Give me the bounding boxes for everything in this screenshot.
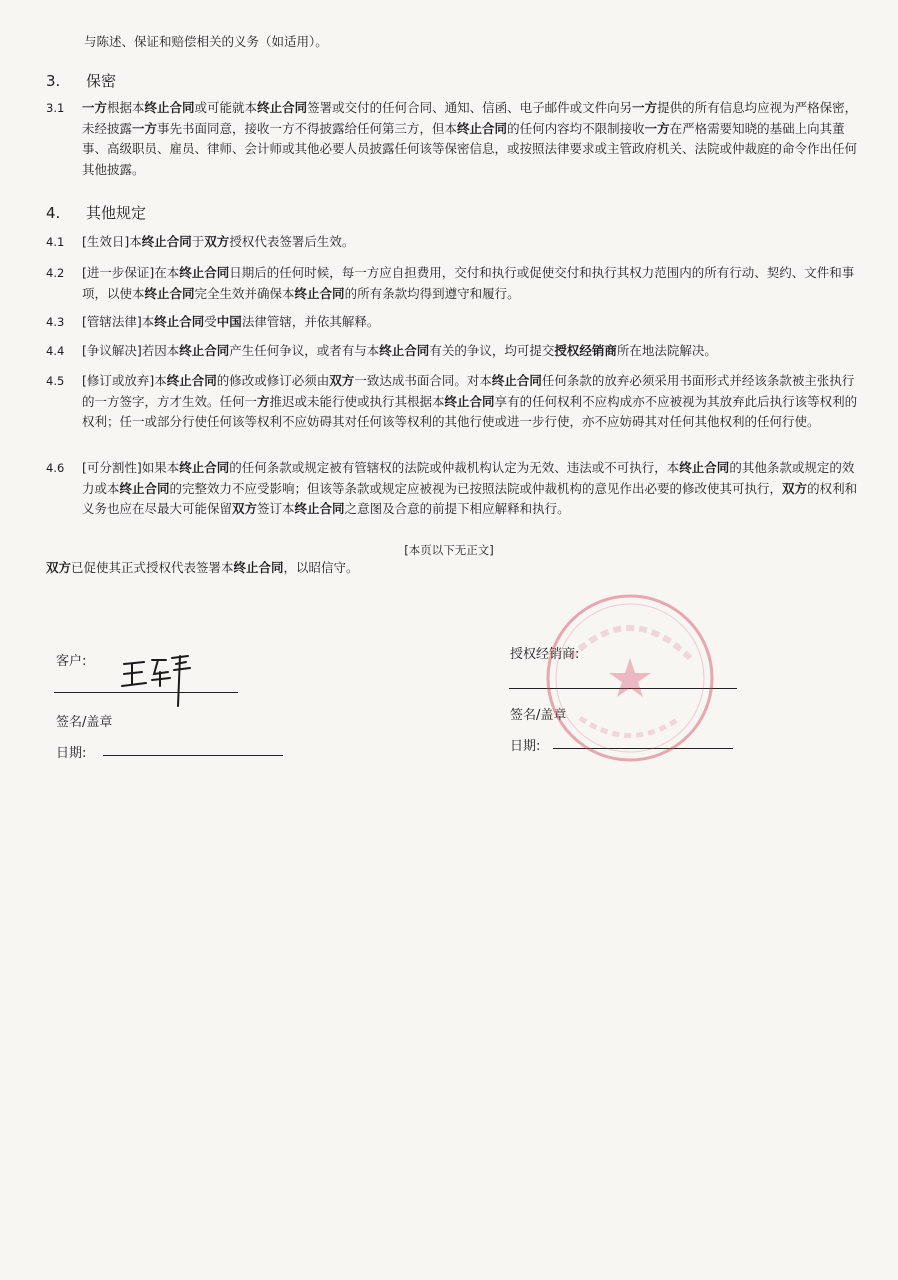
defined-term: 终止合同	[144, 285, 195, 301]
section-3-number: 3.	[46, 72, 61, 90]
defined-term: 终止合同	[119, 480, 170, 496]
text-run: 受	[204, 314, 217, 329]
text-run: 法律管辖，并依其解释。	[241, 314, 380, 329]
text-run: 于	[191, 234, 205, 249]
section-3-title: 保密	[86, 72, 117, 90]
defined-term: 授权经销商	[554, 343, 617, 358]
text-run: 一致达成书面合同。对本	[354, 373, 492, 388]
defined-term: 终止合同	[154, 314, 205, 329]
text-run: 所在地法院解决。	[616, 343, 717, 358]
text-run: 日期后的任何时候，每一方应自担费用，交付和执行或促使交付和执行其权力范围内的所有行动、契约、文件和事项，以使本	[82, 265, 855, 301]
text-run: 根据本	[107, 100, 145, 115]
defined-term: 终止合同	[179, 265, 230, 280]
clause-4-2	[46, 263, 866, 304]
defined-term: 双方	[329, 373, 355, 388]
clause-4-4	[46, 341, 866, 362]
text-run: [争议解决]若因本	[82, 343, 180, 358]
defined-term: 终止合同	[679, 460, 730, 475]
text-run: 已促使其正式授权代表签署本	[71, 560, 234, 575]
text-run: 签订本	[257, 501, 295, 516]
defined-term: 终止合同	[141, 234, 192, 249]
text-run: 完全生效并确保本	[194, 285, 295, 301]
text-run: [生效日]本	[82, 234, 142, 249]
text-run: 享有的任何权利不应构成亦不应被视为其放弃此后执行该等权利的权利；任一或部分行使任何该等权利不应妨碍其对任何该等权利的其他行使或进一步行使，亦不应妨碍其对任何其他权利的任何行使。	[82, 393, 858, 429]
clause-text	[82, 263, 866, 304]
clause-text	[82, 458, 866, 520]
clause-4-5	[46, 371, 866, 433]
text-run: 有关的争议，均可提交	[429, 343, 555, 358]
text-run: 的任何条款或规定被有管辖权的法院或仲裁机构认定为无效、违法或不可执行，本	[229, 460, 680, 475]
dealer-date-label: 日期:	[510, 739, 541, 754]
no-text-note: [本页以下无正文]	[404, 543, 494, 557]
defined-term: 终止合同	[166, 373, 217, 388]
clause-number: 4.3	[46, 315, 65, 329]
customer-label: 客户:	[56, 654, 87, 669]
text-run: [修订或放弃]本	[82, 373, 167, 388]
company-stamp	[540, 588, 720, 768]
text-run: 签署或交付的任何合同、通知、信函、电子邮件或文件向另	[307, 100, 633, 115]
defined-term: 终止合同	[491, 373, 542, 388]
defined-term: 双方	[782, 480, 808, 496]
text-run: 事先书面同意，接收一方不得披露给任何第三方，但本	[157, 120, 458, 136]
defined-term: 终止合同	[457, 120, 508, 136]
text-run: 提供的所有信息均应视为严格保密，未经披露	[82, 100, 858, 136]
defined-term: 终止合同	[444, 393, 495, 409]
defined-term: 双方	[232, 501, 258, 516]
clause-number: 4.5	[46, 374, 65, 388]
clause-text	[82, 98, 866, 180]
text-run: [可分割性]如果本	[82, 460, 180, 475]
text-run: 的所有条款均得到遵守和履行。	[344, 285, 520, 301]
clause-text	[82, 232, 866, 253]
clause-number: 4.2	[46, 266, 65, 280]
text-run: 的任何内容均不限制接收	[507, 120, 645, 136]
customer-date-line	[103, 755, 283, 756]
defined-term: 终止合同	[144, 100, 195, 115]
clause-text	[82, 312, 866, 333]
witness-clause	[46, 558, 359, 576]
clause-text	[82, 371, 866, 433]
defined-term: 中国	[216, 314, 242, 329]
section-4-title: 其他规定	[86, 204, 147, 222]
defined-term: 终止合同	[233, 560, 284, 575]
text-run: 推迟或未能行使或执行其根据本	[269, 393, 445, 409]
text-run: 或可能就本	[194, 100, 258, 115]
defined-term: 方	[257, 393, 270, 409]
text-run: 之意图及合意的前提下相应解释和执行。	[344, 501, 570, 516]
customer-sign-label: 签名/盖章	[56, 715, 113, 730]
defined-term: 一方	[632, 100, 658, 115]
clause-4-1	[46, 232, 866, 253]
text-run: [进一步保证]在本	[82, 265, 180, 280]
defined-term: 一方	[644, 120, 670, 136]
text-run: 产生任何争议，或者有与本	[229, 343, 380, 358]
defined-term: 终止合同	[179, 460, 230, 475]
dealer-sign-label: 签名/盖章	[510, 708, 567, 723]
text-run: 的修改或修订必须由	[216, 373, 330, 388]
text-run: 的完整效力不应受影响；但该等条款或规定应被视为已按照法院或仲裁机构的意见作出必要的修改使其可执行，	[169, 480, 783, 496]
defined-term: 双方	[46, 560, 72, 575]
text-run: ，以昭信守。	[283, 560, 359, 575]
section-4-number: 4.	[46, 204, 61, 222]
handwritten-signature	[118, 650, 198, 710]
clause-3-1	[46, 98, 866, 180]
defined-term: 一方	[82, 100, 108, 115]
text-run: 授权代表签署后生效。	[229, 234, 355, 249]
customer-signature-line	[54, 692, 238, 693]
section-4-heading	[46, 202, 146, 223]
defined-term: 终止合同	[257, 100, 308, 115]
text-run: 的权利和义务也应在尽最大可能保留	[82, 480, 858, 516]
clause-text	[82, 341, 866, 362]
defined-term: 终止合同	[379, 343, 430, 358]
section-3-heading	[46, 70, 116, 91]
clause-number: 3.1	[46, 101, 65, 115]
clause-4-3	[46, 312, 866, 333]
text-run: 的其他条款或规定的效力或本	[82, 460, 855, 496]
clause-4-6	[46, 458, 866, 520]
defined-term: 终止合同	[294, 285, 345, 301]
lead-text: 与陈述、保证和赔偿相关的义务（如适用）。	[84, 34, 328, 49]
defined-term: 一方	[132, 120, 158, 136]
defined-term: 终止合同	[294, 501, 345, 516]
defined-term: 双方	[204, 234, 230, 249]
customer-date-label: 日期:	[56, 746, 87, 761]
text-run: [管辖法律]本	[82, 314, 155, 329]
defined-term: 终止合同	[179, 343, 230, 358]
dealer-label: 授权经销商:	[510, 647, 580, 662]
text-run: 任何条款的放弃必须采用书面形式并经该条款被主张执行的一方签字，方才生效。任何一	[82, 373, 855, 409]
text-run: 在严格需要知晓的基础上向其董事、高级职员、雇员、律师、会计师或其他必要人员披露任何该等保密信息，或按照法律要求或主管政府机关、法院或仲裁庭的命令作出任何其他披露。	[82, 120, 858, 177]
clause-number: 4.1	[46, 235, 65, 249]
clause-number: 4.4	[46, 344, 65, 358]
clause-number: 4.6	[46, 461, 65, 475]
